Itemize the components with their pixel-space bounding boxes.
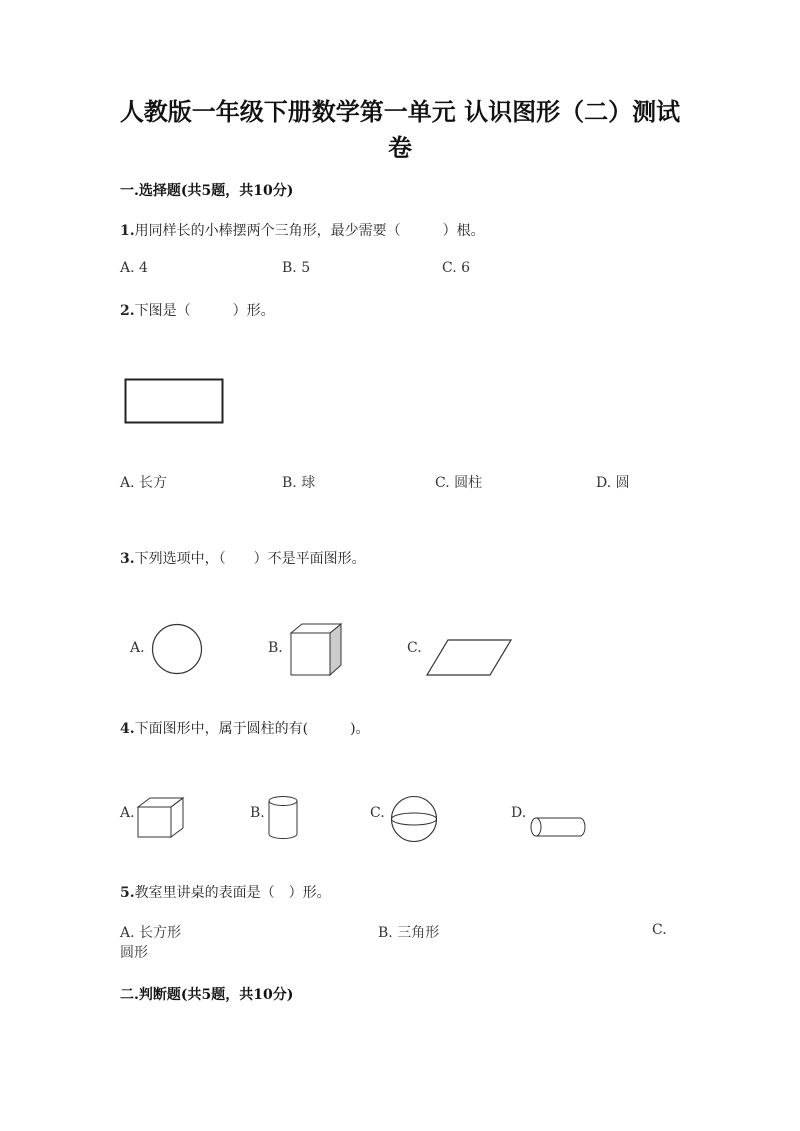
question-1 [120, 220, 485, 240]
question-number: 3. [120, 551, 135, 567]
q4-option-d: D. [511, 805, 527, 821]
q2-option-a: A. 长方 [120, 475, 168, 491]
question-number: 2. [120, 303, 135, 319]
question-number: 1. [120, 223, 135, 239]
q2-option-b: B. 球 [282, 475, 316, 491]
q5-option-c: C. [652, 922, 667, 938]
question-2 [120, 300, 275, 320]
q2-option-c: C. 圆柱 [435, 475, 483, 491]
question-4 [120, 718, 370, 738]
q3-option-b: B. [268, 640, 283, 656]
question-text: 下列选项中，（ ）不是平面图形。 [134, 551, 366, 567]
sphere-figure [389, 794, 439, 844]
cube-figure [136, 796, 186, 840]
question-5 [120, 882, 331, 902]
cylinder-upright-figure [265, 794, 301, 842]
question-number: 4. [120, 721, 135, 737]
question-text: 用同样长的小棒摆两个三角形，最少需要（ ）根。 [134, 223, 485, 239]
question-text: 下面图形中，属于圆柱的有( )。 [134, 721, 370, 737]
section-heading-judgement: 二.判断题(共5题，共10分) [120, 987, 294, 1003]
q4-option-b: B. [250, 805, 265, 821]
q1-option-c: C. 6 [442, 260, 471, 276]
question-text: 教室里讲桌的表面是（ ）形。 [134, 885, 331, 901]
section-heading-choice: 一.选择题(共5题，共10分) [120, 183, 294, 199]
circle-figure [150, 622, 204, 676]
parallelogram-figure [424, 638, 514, 678]
q3-option-a: A. [130, 640, 145, 656]
q1-option-b: B. 5 [282, 260, 311, 276]
q4-option-c: C. [370, 805, 385, 821]
q2-rectangle-figure [124, 378, 226, 426]
question-3 [120, 548, 366, 568]
question-number: 5. [120, 885, 135, 901]
q1-option-a: A. 4 [120, 260, 148, 276]
q3-option-c: C. [407, 640, 422, 656]
page-title: 人教版一年级下册数学第一单元 认识图形（二）测试卷 [119, 97, 681, 162]
q5-option-b: B. 三角形 [378, 925, 440, 941]
cylinder-horizontal-figure [528, 815, 588, 841]
cube-figure [288, 622, 344, 678]
question-text: 下图是（ ）形。 [134, 303, 275, 319]
q5-option-a: A. 长方形 [120, 925, 182, 941]
q5-option-c-text: 圆形 [120, 945, 148, 961]
q2-option-d: D. 圆 [596, 475, 630, 491]
q4-option-a: A. [120, 805, 135, 821]
